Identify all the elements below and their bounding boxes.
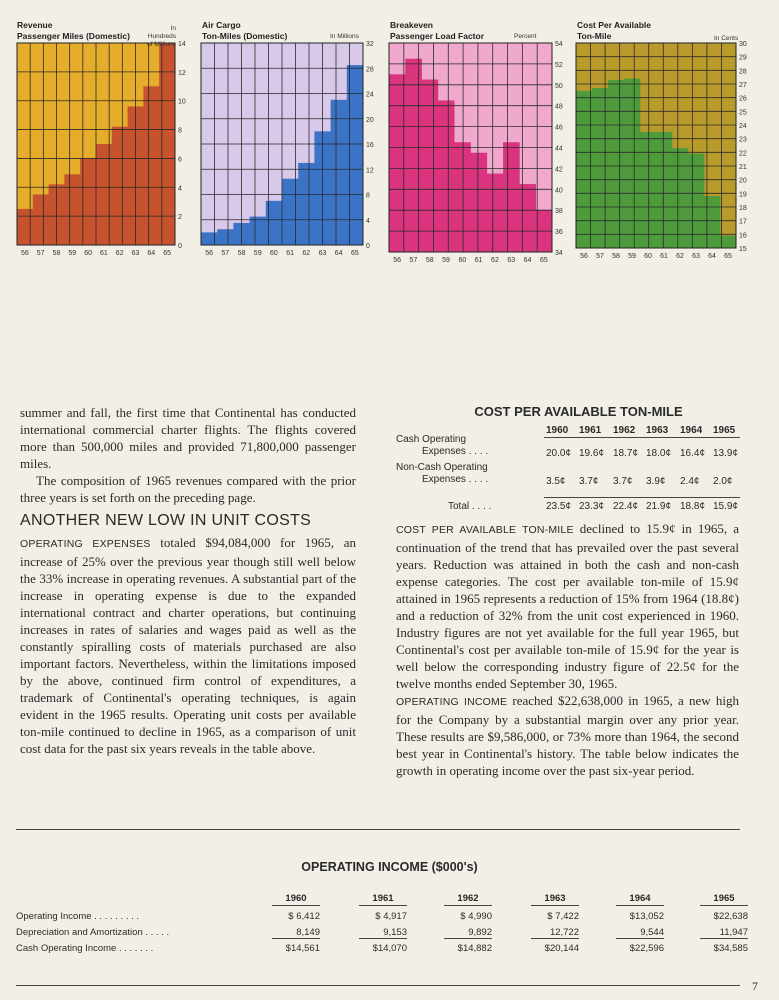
x-tick-label: 63 [318, 250, 327, 257]
table-cell: $ 6,412 [288, 911, 320, 922]
table-cell: $34,585 [713, 943, 748, 954]
x-tick-label: 58 [52, 250, 61, 257]
x-tick-label: 60 [84, 250, 92, 257]
y-tick-label: 28 [366, 66, 374, 74]
table-cell: 1960 [546, 425, 569, 436]
table-cell: $ 7,422 [547, 911, 579, 922]
right-column [396, 404, 739, 779]
chart-title: Breakeven Passenger Load Factor [390, 20, 485, 41]
y-tick-label: 17 [739, 218, 747, 226]
bar [704, 196, 720, 248]
y-tick-label: 23 [739, 136, 747, 144]
y-tick-label: 12 [178, 69, 186, 77]
table-cell: 20.0¢ [546, 448, 572, 459]
table-cell: 1962 [613, 425, 636, 436]
x-tick-label: 65 [163, 250, 171, 257]
x-tick-label: 59 [628, 253, 636, 260]
y-tick-label: 46 [555, 124, 563, 132]
row-label: Depreciation and Amortization . . . . . [16, 927, 170, 938]
table-cell: 13.9¢ [713, 448, 739, 459]
x-tick-label: 61 [286, 250, 294, 257]
y-tick-label: 50 [555, 82, 563, 90]
table-cell: 2.4¢ [680, 476, 700, 487]
y-tick-label: 4 [178, 185, 182, 193]
table-cell: 21.9¢ [646, 501, 672, 512]
column-header: 1960 [272, 893, 320, 906]
x-tick-label: 61 [660, 253, 668, 260]
x-tick-label: 63 [692, 253, 700, 260]
row-label: Operating Income . . . . . . . . . [16, 911, 140, 922]
bar [624, 79, 640, 248]
table-cell: 16.4¢ [680, 448, 706, 459]
paragraph: summer and fall, the first time that Continental has conducted international commercial charter flights. The flights covered more than 500,000 miles and provided 71,800,000 passenger miles. [20, 405, 356, 471]
x-tick-label: 58 [425, 257, 434, 264]
lead-in: COST PER AVAILABLE TON-MILE [396, 524, 574, 536]
y-tick-label: 6 [178, 156, 182, 164]
table-cell: 23.3¢ [579, 501, 605, 512]
y-tick-label: 25 [739, 109, 747, 117]
table-cell: 3.5¢ [546, 476, 566, 487]
chart-title: Cost Per Available Ton-Mile [577, 20, 652, 41]
table-cell: 19.6¢ [579, 448, 605, 459]
table-cell: $14,882 [457, 943, 492, 954]
y-tick-label: 0 [366, 243, 370, 250]
chart-unit: Percent [514, 33, 537, 40]
row-label: Cash Operating Expenses . . . . [396, 434, 489, 457]
paragraph: The composition of 1965 revenues compared with the prior three years is set forth on the preceding page. [20, 473, 356, 505]
x-tick-label: 56 [580, 253, 588, 260]
table-cell: 1961 [579, 425, 602, 436]
x-tick-label: 64 [147, 250, 156, 257]
table-cell: 1964 [680, 425, 703, 436]
section-heading: ANOTHER NEW LOW IN UNIT COSTS [20, 512, 312, 529]
y-tick-label: 27 [739, 82, 747, 89]
y-tick-label: 48 [555, 103, 563, 111]
x-tick-label: 59 [68, 250, 77, 257]
bar [592, 88, 608, 248]
divider [544, 437, 740, 438]
chart-cost-per-ton-mile [0, 0, 779, 260]
x-tick-label: 62 [302, 250, 311, 257]
table-cell: 22.4¢ [613, 501, 639, 512]
y-tick-label: 14 [178, 41, 186, 48]
divider [544, 497, 740, 498]
x-tick-label: 64 [708, 253, 716, 260]
y-tick-label: 8 [178, 127, 182, 135]
y-tick-label: 19 [739, 191, 747, 199]
y-tick-label: 20 [366, 116, 374, 124]
left-column [20, 404, 356, 757]
x-tick-label: 57 [596, 253, 604, 260]
table-cell: 18.0¢ [646, 448, 672, 459]
paragraph: OPERATING INCOME reached $22,638,000 in 1965, a new high for the Company by a substantial margin over any prior year. These results are $9,586,000, or 73% more than 1964, the second best year in Continental's history. The table below indicates the growth in operating income over the past six-year period. [396, 693, 739, 778]
x-tick-label: 57 [36, 250, 45, 257]
table-cell: 3.9¢ [646, 476, 666, 487]
chart-unit: In Hundreds of Millions [147, 25, 176, 48]
table-cell: 3.7¢ [579, 476, 599, 487]
y-tick-label: 15 [739, 246, 747, 253]
x-tick-label: 61 [474, 257, 483, 264]
table-cell: 23.5¢ [546, 501, 572, 512]
y-tick-label: 52 [555, 61, 563, 69]
table-cell: 9,892 [444, 927, 492, 939]
page-number: 7 [752, 979, 758, 993]
row-label: Total . . . . [448, 501, 492, 512]
table-cell: 1965 [713, 425, 736, 436]
y-tick-label: 21 [739, 164, 747, 171]
y-tick-label: 26 [739, 95, 747, 103]
y-tick-label: 40 [555, 187, 563, 195]
table-cell: $13,052 [629, 911, 664, 922]
lead-in: OPERATING EXPENSES [20, 538, 151, 550]
y-tick-label: 0 [178, 243, 182, 250]
cost-table [396, 421, 739, 516]
row-label: Non-Cash Operating Expenses . . . . [396, 462, 489, 485]
x-tick-label: 58 [612, 253, 620, 260]
y-tick-label: 18 [739, 205, 747, 212]
y-tick-label: 30 [739, 41, 747, 48]
x-tick-label: 58 [237, 250, 246, 257]
x-tick-label: 65 [724, 253, 732, 260]
y-tick-label: 20 [739, 177, 747, 185]
chart-title: Air Cargo Ton-Miles (Domestic) [202, 20, 288, 41]
x-tick-label: 57 [221, 250, 230, 257]
x-tick-label: 60 [644, 253, 652, 260]
column-header: 1962 [444, 893, 492, 906]
bar [656, 132, 672, 248]
y-tick-label: 42 [555, 166, 563, 174]
table-title: OPERATING INCOME ($000's) [301, 860, 478, 874]
chart-unit: In Millions [330, 33, 359, 40]
y-tick-label: 16 [366, 142, 374, 149]
table-cell: $ 4,917 [375, 911, 407, 922]
y-tick-label: 34 [555, 250, 563, 257]
bar [608, 80, 624, 248]
paragraph: OPERATING EXPENSES totaled $94,084,000 for 1965, an increase of 25% over the previous year though still well below the 33% increase in operating revenues. A substantial part of the increase in operating expense is due to the expanded international contract and charter operations, but continuing increases in rates of salaries and wages paid as well as the constantly spiralling costs of materials purchased are also important factors. Nevertheless, within the limitations imposed by the above, continued firm control of expenditures, a trademark of Continental's operating techniques, is again evident in the 1965 results. Operating unit costs per available ton-mile continued to decline in 1965, as a comparison of unit cost data for the past six years reveals in the table above. [20, 535, 356, 756]
x-tick-label: 63 [131, 250, 140, 257]
y-tick-label: 28 [739, 68, 747, 76]
y-tick-label: 44 [555, 145, 563, 153]
chart-unit: In Cents [714, 35, 739, 42]
paragraph: COST PER AVAILABLE TON-MILE declined to 15.9¢ in 1965, a continuation of the trend that has prevailed over the past several years. Reduction was attained in both the cash and non-cash expense categories. The cost per available ton-mile of 15.9¢ attained in 1965 represents a reduction of 15% from 1964 (18.8¢) and a reduction of 32% from the unit cost experienced in 1960. Industry figures are not yet available for the full year 1965, but Continental's cost per available ton-mile of 15.9¢ for the year is well below the corresponding industry figure of 22.5¢ for the twelve months ended September 30, 1965. [396, 521, 739, 691]
column-header: 1961 [359, 893, 407, 906]
y-tick-label: 4 [366, 217, 370, 225]
x-tick-label: 60 [270, 250, 278, 257]
table-cell: $14,561 [285, 943, 320, 954]
y-tick-label: 16 [739, 232, 747, 240]
table-cell: 8,149 [272, 927, 320, 939]
table-cell: $22,596 [629, 943, 664, 954]
y-tick-label: 36 [555, 229, 563, 237]
table-cell: $22,638 [713, 911, 748, 922]
table-cell: 9,544 [616, 927, 664, 939]
table-cell: 18.7¢ [613, 448, 639, 459]
x-tick-label: 56 [21, 250, 29, 257]
bar [720, 236, 736, 248]
row-label: Cash Operating Income . . . . . . . [16, 943, 154, 954]
x-tick-label: 61 [100, 250, 108, 257]
lead-in: OPERATING INCOME [396, 696, 508, 708]
y-tick-label: 12 [366, 167, 374, 175]
x-tick-label: 64 [334, 250, 343, 257]
table-cell: 11,947 [700, 927, 748, 939]
y-tick-label: 32 [366, 41, 374, 48]
table-cell: $14,070 [372, 943, 407, 954]
table-cell: $ 4,990 [460, 911, 492, 922]
x-tick-label: 62 [676, 253, 684, 260]
column-header: 1964 [616, 893, 664, 906]
table-cell: 1963 [646, 425, 669, 436]
bar [640, 132, 656, 248]
x-tick-label: 62 [491, 257, 499, 264]
x-tick-label: 65 [351, 250, 359, 257]
bar [672, 148, 688, 248]
y-tick-label: 54 [555, 41, 563, 48]
bar [688, 154, 704, 248]
divider [16, 829, 740, 830]
divider [16, 985, 740, 986]
column-header: 1963 [531, 893, 579, 906]
table-title: COST PER AVAILABLE TON-MILE [474, 404, 683, 419]
chart-svg [0, 0, 779, 260]
table-cell: 3.7¢ [613, 476, 633, 487]
column-header: 1965 [700, 893, 748, 906]
x-tick-label: 62 [115, 250, 124, 257]
y-tick-label: 29 [739, 54, 747, 62]
x-tick-label: 63 [507, 257, 516, 264]
y-tick-label: 24 [366, 91, 374, 99]
x-tick-label: 59 [442, 257, 450, 264]
x-tick-label: 57 [409, 257, 418, 264]
x-tick-label: 60 [458, 257, 467, 264]
table-cell: 12,722 [531, 927, 579, 939]
chart-title: Revenue Passenger Miles (Domestic) [17, 20, 130, 41]
table-cell: 15.9¢ [713, 501, 739, 512]
x-tick-label: 56 [393, 257, 402, 264]
y-tick-label: 22 [739, 150, 747, 158]
y-tick-label: 38 [555, 208, 563, 216]
y-tick-label: 24 [739, 123, 747, 130]
x-tick-label: 64 [523, 257, 532, 264]
x-tick-label: 59 [253, 250, 262, 257]
table-cell: 18.8¢ [680, 501, 706, 512]
table-cell: 2.0¢ [713, 476, 733, 487]
y-tick-label: 10 [178, 98, 186, 106]
y-tick-label: 8 [366, 192, 370, 200]
table-cell: 9,153 [359, 927, 407, 939]
bar [576, 91, 592, 248]
y-tick-label: 2 [178, 214, 182, 222]
x-tick-label: 56 [205, 250, 213, 257]
x-tick-label: 65 [539, 257, 548, 264]
table-cell: $20,144 [544, 943, 579, 954]
